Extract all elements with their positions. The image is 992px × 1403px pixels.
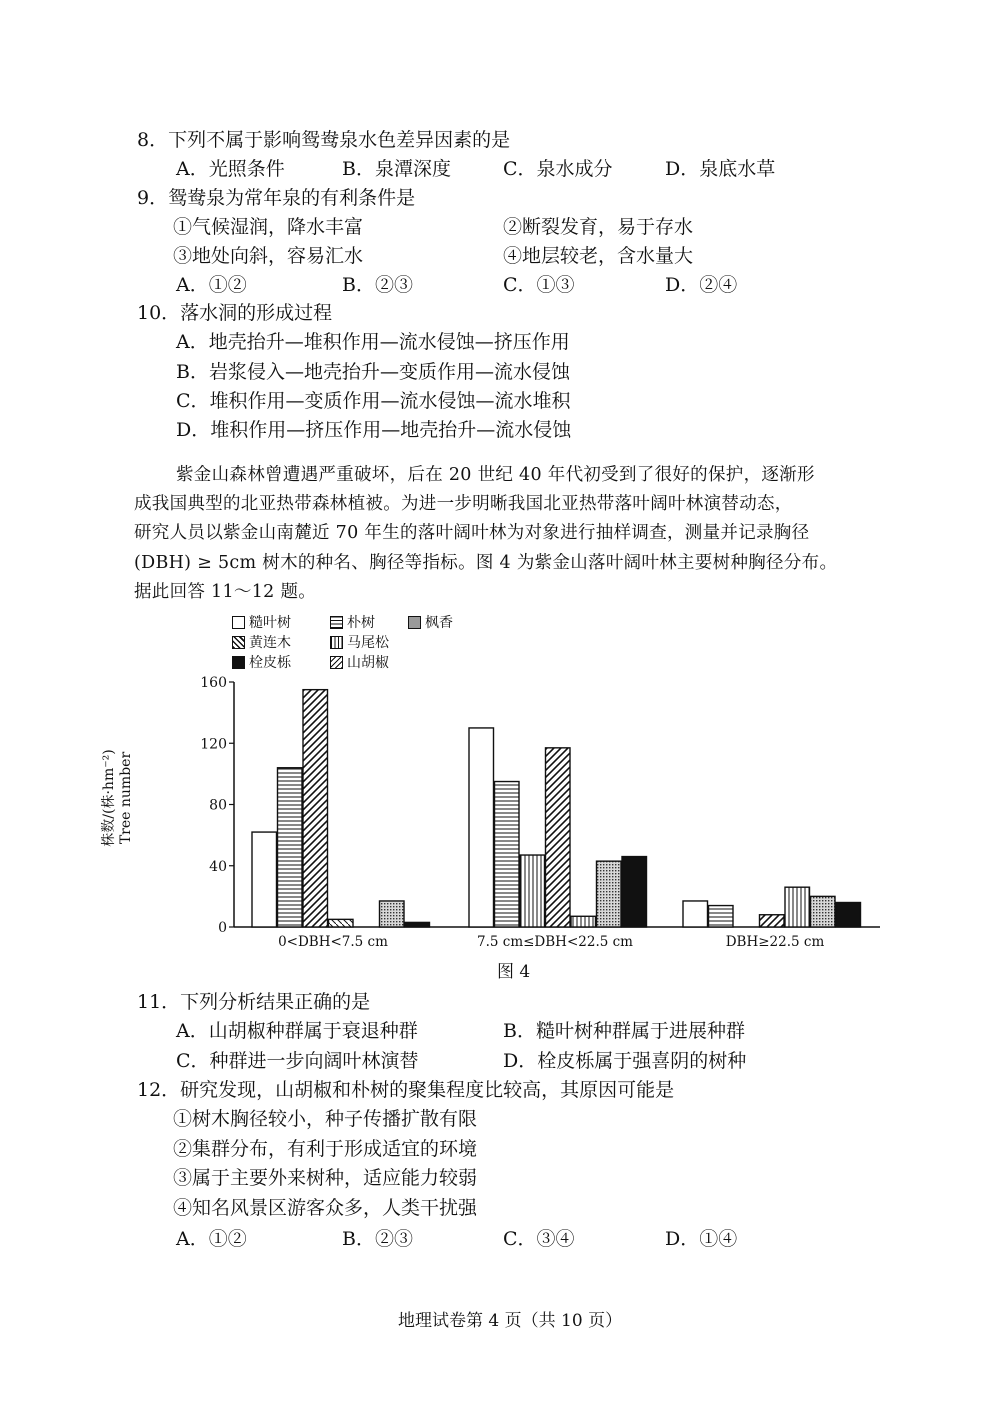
q8-option-a: A．光照条件 [176,158,285,180]
q8-option-b: B．泉潭深度 [342,158,451,180]
bar-1-0 [469,728,494,927]
legend-item-maweisong [330,632,389,652]
q9-item-2: ②断裂发育，易于存水 [503,216,694,238]
x-category-label: 7.5 cm≤DBH<22.5 cm [477,934,633,950]
q11-stem: 11．下列分析结果正确的是 [137,991,371,1013]
legend-swatch-dotted [408,616,421,629]
q12-option-b: B．②③ [342,1228,413,1250]
q12-item-1: ①树木胸径较小，种子传播扩散有限 [173,1108,478,1130]
legend-swatch-backslash [330,656,343,669]
bar-1-3 [546,748,571,927]
q12-stem: 12．研究发现，山胡椒和朴树的聚集程度比较高，其原因可能是 [137,1079,675,1101]
legend-label: 糙叶树 [249,615,291,631]
x-category-label: DBH≥22.5 cm [725,934,825,950]
page-footer: 地理试卷第 4 页（共 10 页） [398,1311,623,1331]
legend-item-fengxiang [408,612,453,632]
legend-label: 马尾松 [347,635,389,651]
y-tick-label: 160 [200,675,227,691]
legend-label: 朴树 [347,615,375,631]
x-category-label: 0<DBH<7.5 cm [278,934,388,950]
q10-option-c: C．堆积作用—变质作用—流水侵蚀—流水堆积 [176,390,571,412]
q10-option-d: D．堆积作用—挤压作用—地壳抬升—流水侵蚀 [176,419,572,441]
q12-item-3: ③属于主要外来树种，适应能力较弱 [173,1167,478,1189]
legend-item-pushu [330,612,375,632]
bar-0-6 [405,922,430,927]
q11-option-c: C．种群进一步向阔叶林演替 [176,1050,419,1072]
legend-swatch-blank [232,616,245,629]
bar-2-1 [709,906,734,927]
q12-item-2: ②集群分布，有利于形成适宜的环境 [173,1138,478,1160]
legend-item-huanglianmu [232,632,291,652]
legend-label: 枫香 [425,615,453,631]
y-axis-label-cn: 株数/(株·hm⁻²) [101,749,117,847]
passage-line-1: 紫金山森林曾遭遇严重破坏，后在 20 世纪 40 年代初受到了很好的保护，逐渐形 [176,465,815,485]
legend-swatch-diagonal [232,636,245,649]
bar-0-1 [278,768,303,927]
q12-item-4: ④知名风景区游客众多，人类干扰强 [173,1197,478,1219]
q10-option-a: A．地壳抬升—堆积作用—流水侵蚀—挤压作用 [176,331,570,353]
q8-option-c: C．泉水成分 [503,158,613,180]
q11-option-d: D．栓皮栎属于强喜阴的树种 [503,1050,747,1072]
q12-option-d: D．①④ [665,1228,738,1250]
y-axis-label-en: Tree number [118,751,134,845]
legend-swatch-vertical [330,636,343,649]
bar-0-3 [329,919,354,927]
q10-stem: 10．落水洞的形成过程 [137,302,333,324]
bar-0-2 [303,690,328,927]
y-tick-label: 80 [209,797,227,814]
legend-label: 山胡椒 [347,655,389,671]
y-tick-label: 120 [200,736,227,753]
q9-option-c: C．①③ [503,274,575,296]
passage-line-5: 据此回答 11～12 题。 [134,582,317,602]
bar-2-3 [760,915,785,927]
q8-option-d: D．泉底水草 [665,158,776,180]
y-tick-label: 40 [209,858,227,875]
legend-item-shuanpili [232,652,291,672]
passage-line-2: 成我国典型的北亚热带森林植被。为进一步明晰我国北亚热带落叶阔叶林演替动态， [134,494,793,514]
legend-label: 黄连木 [249,635,291,651]
bar-1-1 [495,782,520,927]
legend-swatch-solid [232,656,245,669]
q12-option-a: A．①② [176,1228,247,1250]
figure-caption: 图 4 [497,962,531,982]
bar-2-5 [811,896,836,927]
q9-stem: 9．鸳鸯泉为常年泉的有利条件是 [137,187,416,209]
y-tick-label: 0 [218,920,227,936]
bar-2-0 [683,901,708,927]
passage-line-3: 研究人员以紫金山南麓近 70 年生的落叶阔叶林为对象进行抽样调查，测量并记录胸径 [134,523,810,543]
q9-option-d: D．②④ [665,274,738,296]
bar-0-5 [380,901,405,927]
bar-2-6 [836,903,861,928]
bar-2-4 [785,887,810,927]
q9-item-3: ③地处向斜，容易汇水 [173,245,364,267]
bar-0-0 [252,832,277,927]
q9-item-1: ①气候湿润，降水丰富 [173,216,364,238]
legend-item-caoyeshu [232,612,291,632]
legend-item-shanhujiao [330,652,389,672]
q10-option-b: B．岩浆侵入—地壳抬升—变质作用—流水侵蚀 [176,361,570,383]
q9-option-b: B．②③ [342,274,413,296]
q11-option-a: A．山胡椒种群属于衰退种群 [176,1020,418,1042]
bar-1-6 [622,857,647,927]
y-axis-label [101,749,135,846]
q11-option-b: B．糙叶树种群属于进展种群 [503,1020,745,1042]
passage-line-4: (DBH) ≥ 5cm 树木的种名、胸径等指标。图 4 为紫金山落叶阔叶林主要树种胸径分布。 [134,553,838,573]
bar-1-2 [520,855,545,927]
legend-swatch-horizontal [330,616,343,629]
q12-option-c: C．③④ [503,1228,575,1250]
q9-item-4: ④地层较老，含水量大 [503,245,694,267]
legend-label: 栓皮栎 [249,655,291,671]
bar-1-4 [571,916,596,927]
q8-stem: 8．下列不属于影响鸳鸯泉水色差异因素的是 [137,129,511,151]
bar-1-5 [597,861,622,927]
q9-option-a: A．①② [176,274,247,296]
